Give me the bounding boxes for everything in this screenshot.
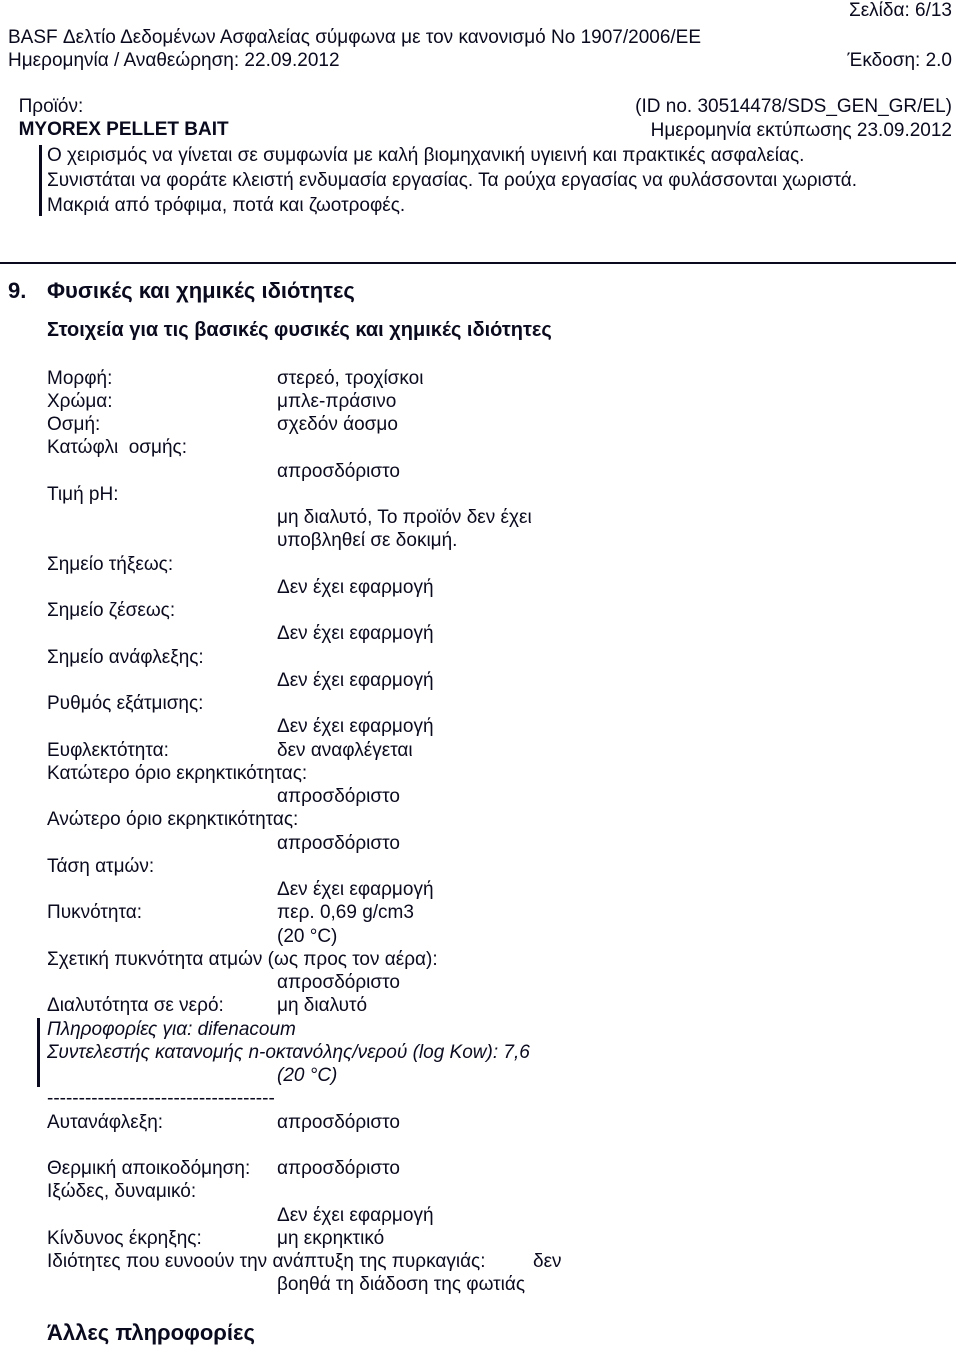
property-value: απροσδόριστο <box>277 1111 400 1133</box>
property-row <box>0 1250 960 1273</box>
property-value: δεν αναφλέγεται <box>277 739 413 761</box>
property-label: Συντελεστής κατανομής n-οκτανόλης/νερού (log Kow): <box>47 1041 499 1063</box>
property-value: περ. 0,69 g/cm3 <box>277 902 414 924</box>
property-row <box>0 1157 960 1180</box>
property-value: Δεν έχει εφαρμογή <box>277 716 434 738</box>
property-value: απροσδόριστο <box>277 972 400 993</box>
property-value: Δεν έχει εφαρμογή <box>277 879 434 900</box>
property-label: Σημείο τήξεως: <box>47 553 174 575</box>
property-value: υποβληθεί σε δοκιμή. <box>277 530 458 552</box>
property-row <box>0 1064 960 1087</box>
property-row <box>0 715 960 738</box>
print-date: Ημερομηνία εκτύπωσης 23.09.2012 <box>650 120 952 141</box>
property-value: σχεδόν άοσμο <box>277 414 398 435</box>
section-divider <box>0 262 956 264</box>
property-row <box>0 436 960 459</box>
property-label: Ρυθμός εξάτμισης: <box>47 693 204 714</box>
property-row <box>0 576 960 599</box>
handling-note: Μακριά από τρόφιμα, ποτά και ζωοτροφές. <box>47 195 406 216</box>
property-row <box>0 1204 960 1227</box>
property-value: βοηθά τη διάδοση της φωτιάς <box>277 1274 526 1296</box>
blank-row <box>0 1134 960 1157</box>
product-name: MYOREX PELLET BAIT <box>18 119 229 140</box>
property-value: 7,6 <box>503 1041 530 1063</box>
section-subtitle: Στοιχεία για τις βασικές φυσικές και χημικές ιδιότητες <box>47 319 552 341</box>
handling-note: Συνιστάται να φοράτε κλειστή ενδυμασία εργασίας. Τα ρούχα εργασίας να φυλάσσονται χωριστά. <box>47 170 858 191</box>
property-value: απροσδόριστο <box>277 786 400 807</box>
property-row <box>0 506 960 529</box>
document-id: (ID no. 30514478/SDS_GEN_GR/EL) <box>635 96 952 117</box>
property-value: μη εκρηκτικό <box>277 1227 385 1249</box>
property-label: Πυκνότητα: <box>47 902 142 924</box>
property-row <box>0 390 960 413</box>
property-label: Θερμική αποικοδόμηση: <box>47 1158 251 1179</box>
property-value: δεν <box>533 1251 562 1272</box>
section-number: 9. <box>8 278 27 303</box>
property-row <box>0 878 960 901</box>
property-row <box>0 599 960 622</box>
property-condition: (20 °C) <box>277 1065 338 1086</box>
property-row <box>0 855 960 878</box>
property-row <box>0 622 960 645</box>
property-row <box>0 994 960 1017</box>
handling-note: Ο χειρισμός να γίνεται σε συμφωνία με καλή βιομηχανική υγιεινή και πρακτικές ασφαλείας. <box>47 145 805 166</box>
property-value: απροσδόριστο <box>277 832 400 854</box>
property-row <box>0 553 960 576</box>
property-label: Ιξώδες, δυναμικό: <box>47 1181 197 1203</box>
product-label: Προϊόν: <box>18 96 84 117</box>
property-row <box>0 832 960 855</box>
property-label: Διαλυτότητα σε νερό: <box>47 995 224 1017</box>
property-value: μη διαλυτό, Το προϊόν δεν έχει <box>277 507 532 528</box>
property-label: Τιμή pH: <box>47 483 119 505</box>
property-label: Σχετική πυκνότητα ατμών (ως προς τον αέρα): <box>47 948 438 970</box>
property-label: Χρώμα: <box>47 390 113 412</box>
property-row <box>0 483 960 506</box>
substance-info: Πληροφορίες για: difenacoum <box>47 1018 296 1040</box>
property-row <box>0 413 960 436</box>
property-row <box>0 948 960 971</box>
property-label: Ανώτερο όριο εκρηκτικότητας: <box>47 809 299 831</box>
property-value: Δεν έχει εφαρμογή <box>277 576 434 598</box>
property-label: Κίνδυνος έκρηξης: <box>47 1227 202 1249</box>
property-label: Οσμή: <box>47 414 101 435</box>
partition-coefficient <box>47 1041 530 1064</box>
property-row <box>0 1087 960 1110</box>
property-row <box>0 692 960 715</box>
property-label: Σημείο ανάφλεξης: <box>47 646 204 668</box>
property-row <box>0 669 960 692</box>
property-value: απροσδόριστο <box>277 460 400 482</box>
property-row <box>0 785 960 808</box>
property-row <box>0 1273 960 1296</box>
property-row <box>0 762 960 785</box>
property-row <box>0 529 960 552</box>
page-number: Σελίδα: 6/13 <box>848 0 952 21</box>
change-bar <box>39 145 42 216</box>
property-row <box>0 901 960 924</box>
property-row <box>0 739 960 762</box>
property-row <box>0 1180 960 1203</box>
section-title: Φυσικές και χημικές ιδιότητες <box>47 278 355 303</box>
property-label: Μορφή: <box>47 367 113 389</box>
property-row <box>0 1111 960 1134</box>
property-label: Σημείο ζέσεως: <box>47 600 176 621</box>
properties-list <box>0 367 960 1297</box>
property-row <box>0 1227 960 1250</box>
property-value: Δεν έχει εφαρμογή <box>277 623 434 645</box>
document-title: BASF Δελτίο Δεδομένων Ασφαλείας σύμφωνα με τον κανονισμό Νο 1907/2006/ΕΕ <box>8 27 702 48</box>
property-value: μη διαλυτό <box>277 995 368 1017</box>
property-value: Δεν έχει εφαρμογή <box>277 669 434 691</box>
property-label: Αυτανάφλεξη: <box>47 1111 164 1133</box>
property-row <box>0 808 960 831</box>
property-row <box>0 971 960 994</box>
property-row <box>0 925 960 948</box>
other-info-heading: Άλλες πληροφορίες <box>47 1320 255 1345</box>
property-row <box>0 1018 960 1041</box>
property-label: Ιδιότητες που ευνοούν την ανάπτυξη της πυρκαγιάς: <box>47 1251 486 1272</box>
product-line <box>8 72 229 141</box>
property-condition: (20 °C) <box>277 925 338 947</box>
change-bar <box>37 1018 40 1088</box>
property-label: Ευφλεκτότητα: <box>47 739 169 761</box>
property-value: Δεν έχει εφαρμογή <box>277 1204 434 1226</box>
property-label: Τάση ατμών: <box>47 855 155 877</box>
property-value: μπλε-πράσινο <box>277 390 397 412</box>
property-value: στερεό, τροχίσκοι <box>277 367 424 389</box>
property-label: Κατώτερο όριο εκρηκτικότητας: <box>47 762 308 784</box>
property-row <box>0 367 960 390</box>
property-label: Κατώφλι οσμής: <box>47 437 187 459</box>
dashed-separator: ------------------------------------ <box>47 1088 275 1110</box>
property-row <box>0 460 960 483</box>
revision-date: Ημερομηνία / Αναθεώρηση: 22.09.2012 <box>8 50 340 71</box>
property-row <box>0 646 960 669</box>
property-row <box>0 1041 960 1064</box>
version: Έκδοση: 2.0 <box>847 50 952 71</box>
property-value: απροσδόριστο <box>277 1158 400 1179</box>
